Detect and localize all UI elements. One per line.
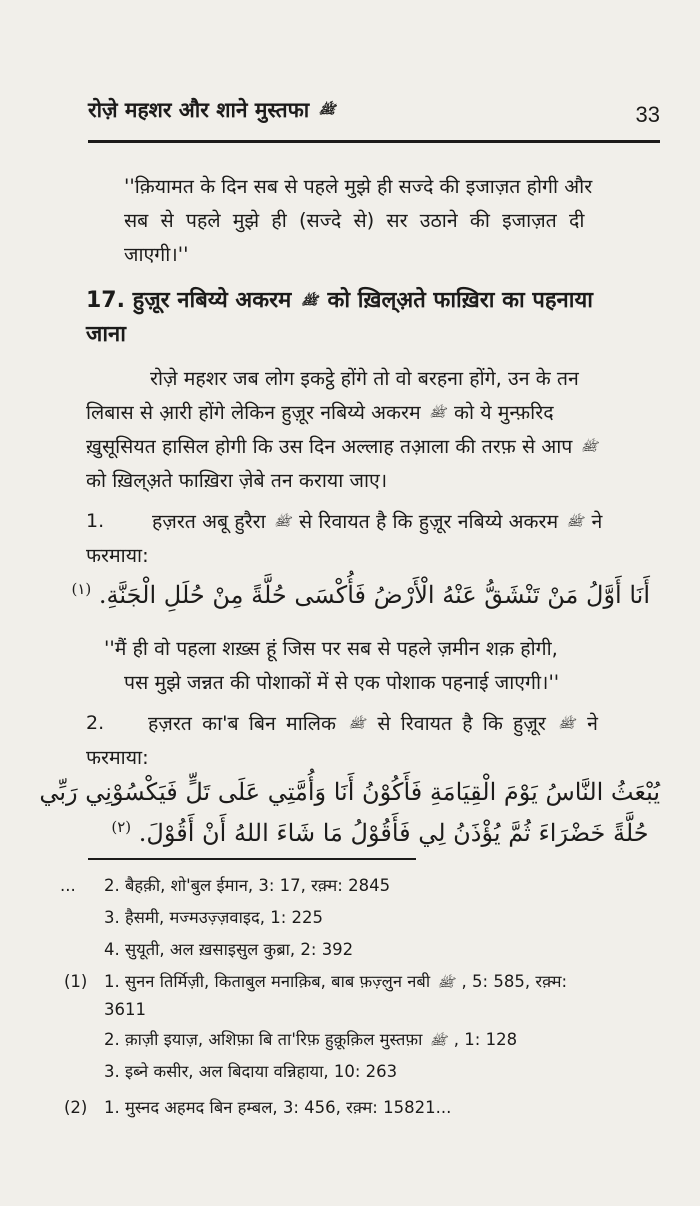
footnote-mark: (1) <box>64 972 88 991</box>
salallahu-ligature-icon: ﷺ <box>428 406 446 420</box>
footnote-line: 2. क़ाज़ी इयाज़, अशिफ़ा बि ता'रिफ़ हुक़ूक़िल मुस्तफ़ा ﷺ , 1: 128 <box>104 1030 518 1049</box>
page-header <box>88 92 660 132</box>
hadith-intro-line: फरमाया: <box>86 746 149 769</box>
quote-line: सब से पहले मुझे ही (सज्दे से) सर उठाने की इजाज़त दी <box>124 209 585 232</box>
quote-line: ''क़ियामत के दिन सब से पहले मुझे ही सज्दे की इजाज़त होगी और <box>124 175 593 198</box>
header-divider <box>88 140 660 143</box>
page-number: 33 <box>635 102 660 127</box>
footnote-ref: (١) <box>71 580 92 598</box>
footnote-divider <box>88 858 416 860</box>
arabic-hadith-text: حُلَّةً خَضْرَاءَ ثُمَّ يُؤْذَنُ لِي فَأَقُوْلُ مَا شَاءَ اللهُ أَنْ أَقُوْلَ. $^{(٢)}$ <box>111 818 649 847</box>
salallahu-ligature-icon: ﷺ <box>566 515 584 529</box>
radiallahu-ligature-icon: ﷺ <box>273 515 291 529</box>
intro-line: को ख़िल्अ़ते फाख़िरा ज़ेबे तन कराया जाए। <box>86 469 388 492</box>
section-heading: 17. हुज़ूर नबिय्ये अकरम ﷺ को ख़िल्अ़ते फाख़िरा का पहनाया <box>86 284 593 318</box>
footnote-line: 2. बैहक़ी, शो'बुल ईमान, 3: 17, रक़्म: 2845 <box>104 876 391 895</box>
hadith-intro-line: फरमाया: <box>86 544 149 567</box>
running-title: रोज़े महशर और शाने मुस्तफा ﷺ <box>88 98 336 122</box>
quote-line: जाएगी।'' <box>124 243 189 266</box>
arabic-hadith-text: أَنَا أَوَّلُ مَنْ تَنْشَقُّ عَنْهُ الْأَرْضُ فَأُكْسَى حُلَّةً مِنْ حُلَلِ الْجَنَّةِ. $^{(١)}$ <box>71 580 650 609</box>
salallahu-ligature-icon: ﷺ <box>318 103 336 117</box>
translation-line: ''मैं ही वो पहला शख़्स हूं जिस पर सब से पहले ज़मीन शक़ होगी, <box>104 637 558 660</box>
hadith-intro-line: हज़रत का'ब बिन मालिक ﷺ से रिवायत है कि हुज़ूर ﷺ ने <box>148 707 598 741</box>
intro-line: ख़ुसूसियत हासिल होगी कि उस दिन अल्लाह तआ़ला की तरफ़ से आप ﷺ <box>86 430 600 464</box>
translation-line: पस मुझे जन्नत की पोशाकों में से एक पोशाक पहनाई जाएगी।'' <box>124 671 560 694</box>
footnote-line: 4. सुयूती, अल ख़साइसुल कुब्रा, 2: 392 <box>104 940 354 959</box>
footnote-line: 3611 <box>104 1000 146 1019</box>
intro-line: रोज़े महशर जब लोग इकट्ठे होंगे तो वो बरहना होंगे, उन के तन <box>150 367 579 390</box>
footnote-line: 3. इब्ने कसीर, अल बिदाया वन्निहाया, 10: 263 <box>104 1062 398 1081</box>
footnote-mark: (2) <box>64 1098 88 1117</box>
section-heading-cont: जाना <box>86 322 126 347</box>
arabic-hadith-text: يُبْعَثُ النَّاسُ يَوْمَ الْقِيَامَةِ فَأَكُوْنُ أَنَا وَأُمَّتِي عَلَى تَلٍّ فَيَكْسُوْنِي رَبِّي <box>39 778 660 806</box>
footnote-ref: (٢) <box>111 818 132 836</box>
salallahu-ligature-icon: ﷺ <box>580 440 598 454</box>
intro-line: लिबास से आ़री होंगे लेकिन हुज़ूर नबिय्ये अकरम ﷺ को ये मुन्फ़रिद <box>86 396 554 430</box>
footnote-line: 1. मुस्नद अहमद बिन हम्बल, 3: 456, रक़्म: 15821... <box>104 1098 452 1117</box>
salallahu-ligature-icon: ﷺ <box>429 1033 447 1048</box>
salallahu-ligature-icon: ﷺ <box>300 294 318 308</box>
footnote-line: 1. सुनन तिर्मिज़ी, किताबुल मनाक़िब, बाब फ़ज़्लुन नबी ﷺ , 5: 585, रक़्म: <box>104 972 568 991</box>
salallahu-ligature-icon: ﷺ <box>437 975 455 990</box>
footnote-line: 3. हैसमी, मज्मउज़्ज़वाइद, 1: 225 <box>104 908 324 927</box>
hadith-number: 1. <box>86 510 105 532</box>
radiallahu-ligature-icon: ﷺ <box>348 717 366 731</box>
footnote-mark: ... <box>60 876 76 895</box>
hadith-intro-line: हज़रत अबू हुरैरा ﷺ से रिवायत है कि हुज़ूर नबिय्ये अकरम ﷺ ने <box>152 505 602 539</box>
salallahu-ligature-icon: ﷺ <box>558 717 575 731</box>
hadith-number: 2. <box>86 712 105 734</box>
